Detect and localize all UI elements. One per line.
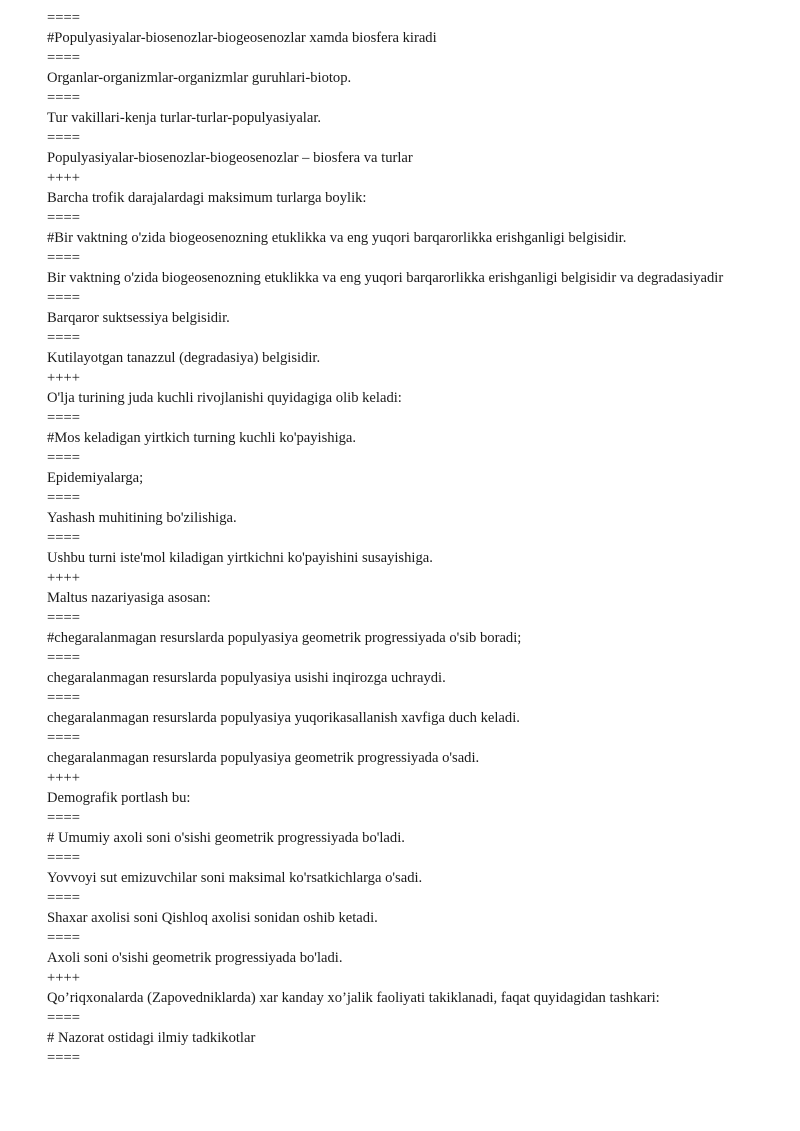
answer-line: chegaralanmagan resurslarda populyasiya geometrik progressiyada o'sadi.	[47, 750, 480, 766]
separator: ====	[47, 930, 80, 946]
answer-line: Tur vakillari-kenja turlar-turlar-populyasiyalar.	[47, 110, 322, 126]
separator: ====	[47, 610, 80, 626]
separator: ====	[47, 690, 80, 706]
separator: ====	[47, 250, 80, 266]
answer-line: Axoli soni o'sishi geometrik progressiyada bo'ladi.	[47, 950, 343, 966]
separator: ====	[47, 50, 80, 66]
answer-line: Shaxar axolisi soni Qishloq axolisi sonidan oshib ketadi.	[47, 910, 378, 926]
answer-line: Populyasiyalar-biosenozlar-biogeosenozlar – biosfera va turlar	[47, 150, 413, 166]
separator: ====	[47, 850, 80, 866]
separator: ====	[47, 730, 80, 746]
question-marker: ++++	[47, 770, 80, 786]
answer-line: Organlar-organizmlar-organizmlar guruhlari-biotop.	[47, 70, 352, 86]
separator: ====	[47, 530, 80, 546]
answer-line: # Umumiy axoli soni o'sishi geometrik progressiyada bo'ladi.	[47, 830, 405, 846]
question-marker: ++++	[47, 970, 80, 986]
answer-line: chegaralanmagan resurslarda populyasiya yuqorikasallanish xavfiga duch keladi.	[47, 710, 520, 726]
answer-line: #Mos keladigan yirtkich turning kuchli ko'payishiga.	[47, 430, 357, 446]
question-line: Qo’riqxonalarda (Zapovedniklarda) xar kanday xo’jalik faoliyati takiklanadi, faqat quyidagidan tashkari:	[47, 990, 660, 1006]
separator: ====	[47, 450, 80, 466]
separator: ====	[47, 1010, 80, 1026]
answer-line: # Nazorat ostidagi ilmiy tadkikotlar	[47, 1030, 256, 1046]
answer-line: Bir vaktning o'zida biogeosenozning etuklikka va eng yuqori barqarorlikka erishganligi belgisidir va degradasiyadir	[47, 270, 724, 286]
answer-line: #Populyasiyalar-biosenozlar-biogeosenozlar xamda biosfera kiradi	[47, 30, 437, 46]
separator: ====	[47, 10, 80, 26]
separator: ====	[47, 210, 80, 226]
separator: ====	[47, 490, 80, 506]
separator: ====	[47, 890, 80, 906]
question-marker: ++++	[47, 570, 80, 586]
answer-line: Epidemiyalarga;	[47, 470, 144, 486]
answer-line: Yovvoyi sut emizuvchilar soni maksimal ko'rsatkichlarga o'sadi.	[47, 870, 423, 886]
separator: ====	[47, 90, 80, 106]
separator: ====	[47, 410, 80, 426]
question-line: Maltus nazariyasiga asosan:	[47, 590, 211, 606]
separator: ====	[47, 330, 80, 346]
answer-line: #Bir vaktning o'zida biogeosenozning etuklikka va eng yuqori barqarorlikka erishganligi belgisidir.	[47, 230, 627, 246]
separator: ====	[47, 290, 80, 306]
question-line: Demografik portlash bu:	[47, 790, 191, 806]
answer-line: #chegaralanmagan resurslarda populyasiya geometrik progressiyada o'sib boradi;	[47, 630, 522, 646]
separator: ====	[47, 650, 80, 666]
question-marker: ++++	[47, 170, 80, 186]
answer-line: Kutilayotgan tanazzul (degradasiya) belgisidir.	[47, 350, 321, 366]
answer-line: Barqaror suktsessiya belgisidir.	[47, 310, 230, 326]
separator: ====	[47, 130, 80, 146]
answer-line: chegaralanmagan resurslarda populyasiya usishi inqirozga uchraydi.	[47, 670, 446, 686]
separator: ====	[47, 810, 80, 826]
answer-line: Yashash muhitining bo'zilishiga.	[47, 510, 237, 526]
question-line: O'lja turining juda kuchli rivojlanishi quyidagiga olib keladi:	[47, 390, 402, 406]
question-marker: ++++	[47, 370, 80, 386]
document-page	[47, 8, 747, 1068]
answer-line: Ushbu turni iste'mol kiladigan yirtkichni ko'payishini susayishiga.	[47, 550, 433, 566]
question-line: Barcha trofik darajalardagi maksimum turlarga boylik:	[47, 190, 367, 206]
separator: ====	[47, 1050, 80, 1066]
